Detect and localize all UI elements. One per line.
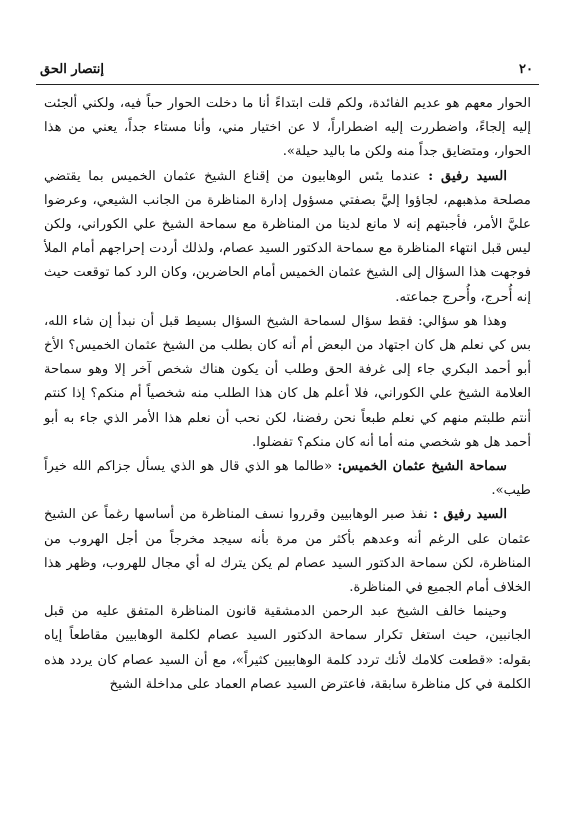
paragraph-text: وهذا هو سؤالي: فقط سؤال لسماحة الشيخ السؤال بسيط قبل أن نبدأ إن شاء الله، بس كي نعلم هل كان اجتهاد من البعض أم أنه كان بطلب من الشيخ عثمان الخميس؟ الأخ أبو أحمد البكري جاء إلى غرفة الحق وطلب أن يكون هناك شخص آخر إلا وهو سماحة العلامة الشيخ علي الكوراني، فلا أعلم هل كان هذا الطلب منه شخصياً أم منكم؟ إذا كنتم أنتم طلبتم منهم كي نعلم طبعاً نحن رفضنا، لكن نحب أن نعلم هذا الأمر الذي جاء به أبو أحمد هل هو شخصي منه أما أنه كان منكم؟ تفضلوا. — [44, 313, 531, 450]
paragraph — [44, 165, 531, 310]
paragraph — [44, 600, 531, 697]
paragraph-text: عندما يئس الوهابيون من إقناع الشيخ عثمان الخميس بما يقتضي مصلحة مذهبهم، لجاؤوا إليَّ بصفتي مسؤول إدارة المناظرة من الجانب الشيعي، وعرضوا عليَّ الأمر، فأجبتهم إنه لا مانع لدينا من المناظرة مع سماحة الشيخ علي الكوراني، ولكن ليس قبل انتهاء المناظرة مع سماحة الدكتور السيد عصام، ولذلك أردت إحراجهم أمام الملأ فوجهت هذا السؤال إلى الشيخ عثمان الخميس أمام الحاضرين، وكان الرد كما توقعت حيث إنه أُحرج، وأُحرج جماعته. — [44, 168, 531, 305]
paragraph-text: «طالما هو الذي قال هو الذي يسأل جزاكم الله خيراً طيب». — [44, 459, 531, 499]
paragraph-text: نفذ صبر الوهابيين وقرروا نسف المناظرة من أساسها رغماً عن الشيخ عثمان على الرغم أنه وعدهم بأكثر من مرة بأنه سيجد مخرجاً من أجل الهروب من المناظرة، لكن سماحة الدكتور السيد عصام لم يكن يترك له أي مجال للهروب، وظهر هذا الخلاف أمام الجميع في المناظرة. — [44, 507, 531, 596]
paragraph — [44, 455, 531, 503]
paragraph — [44, 92, 531, 165]
paragraph-text: وحينما خالف الشيخ عبد الرحمن الدمشقية قانون المناظرة المتفق عليه من قبل الجانبين، حيث استغل تكرار سماحة الدكتور السيد عصام لكلمة الوهابيين مقاطعاً إياه بقوله: «قطعت كلامك لأنك تردد كلمة الوهابيين كثيراً»، مع أن السيد عصام كان يردد هذه الكلمة في كل مناظرة سابقة، فاعترض السيد عصام العماد على مداخلة الشيخ — [44, 604, 531, 692]
speaker-label: السيد رفيق : — [432, 507, 507, 523]
paragraph-text: الحوار معهم هو عديم الفائدة، ولكم قلت ابتداءً أنا ما دخلت الحوار حباً فيه، ولكني ألجئت إليه إلجاءً، واضطررت إليه اضطراراً، لا عن اختيار مني، وأنا مستاء جداً، يعني من هذا الحوار، ومتضايق جداً منه ولكن ما باليد حيلة». — [44, 96, 531, 160]
header-rule — [36, 84, 539, 85]
speaker-label: سماحة الشيخ عثمان الخميس: — [337, 459, 508, 475]
speaker-label: السيد رفيق : — [428, 168, 507, 184]
paragraph — [44, 503, 531, 600]
page-header — [40, 62, 535, 82]
running-title: إنتصار الحق — [40, 62, 104, 77]
page-body — [44, 92, 531, 697]
page-number: ٢٠ — [519, 62, 533, 77]
paragraph — [44, 310, 531, 455]
